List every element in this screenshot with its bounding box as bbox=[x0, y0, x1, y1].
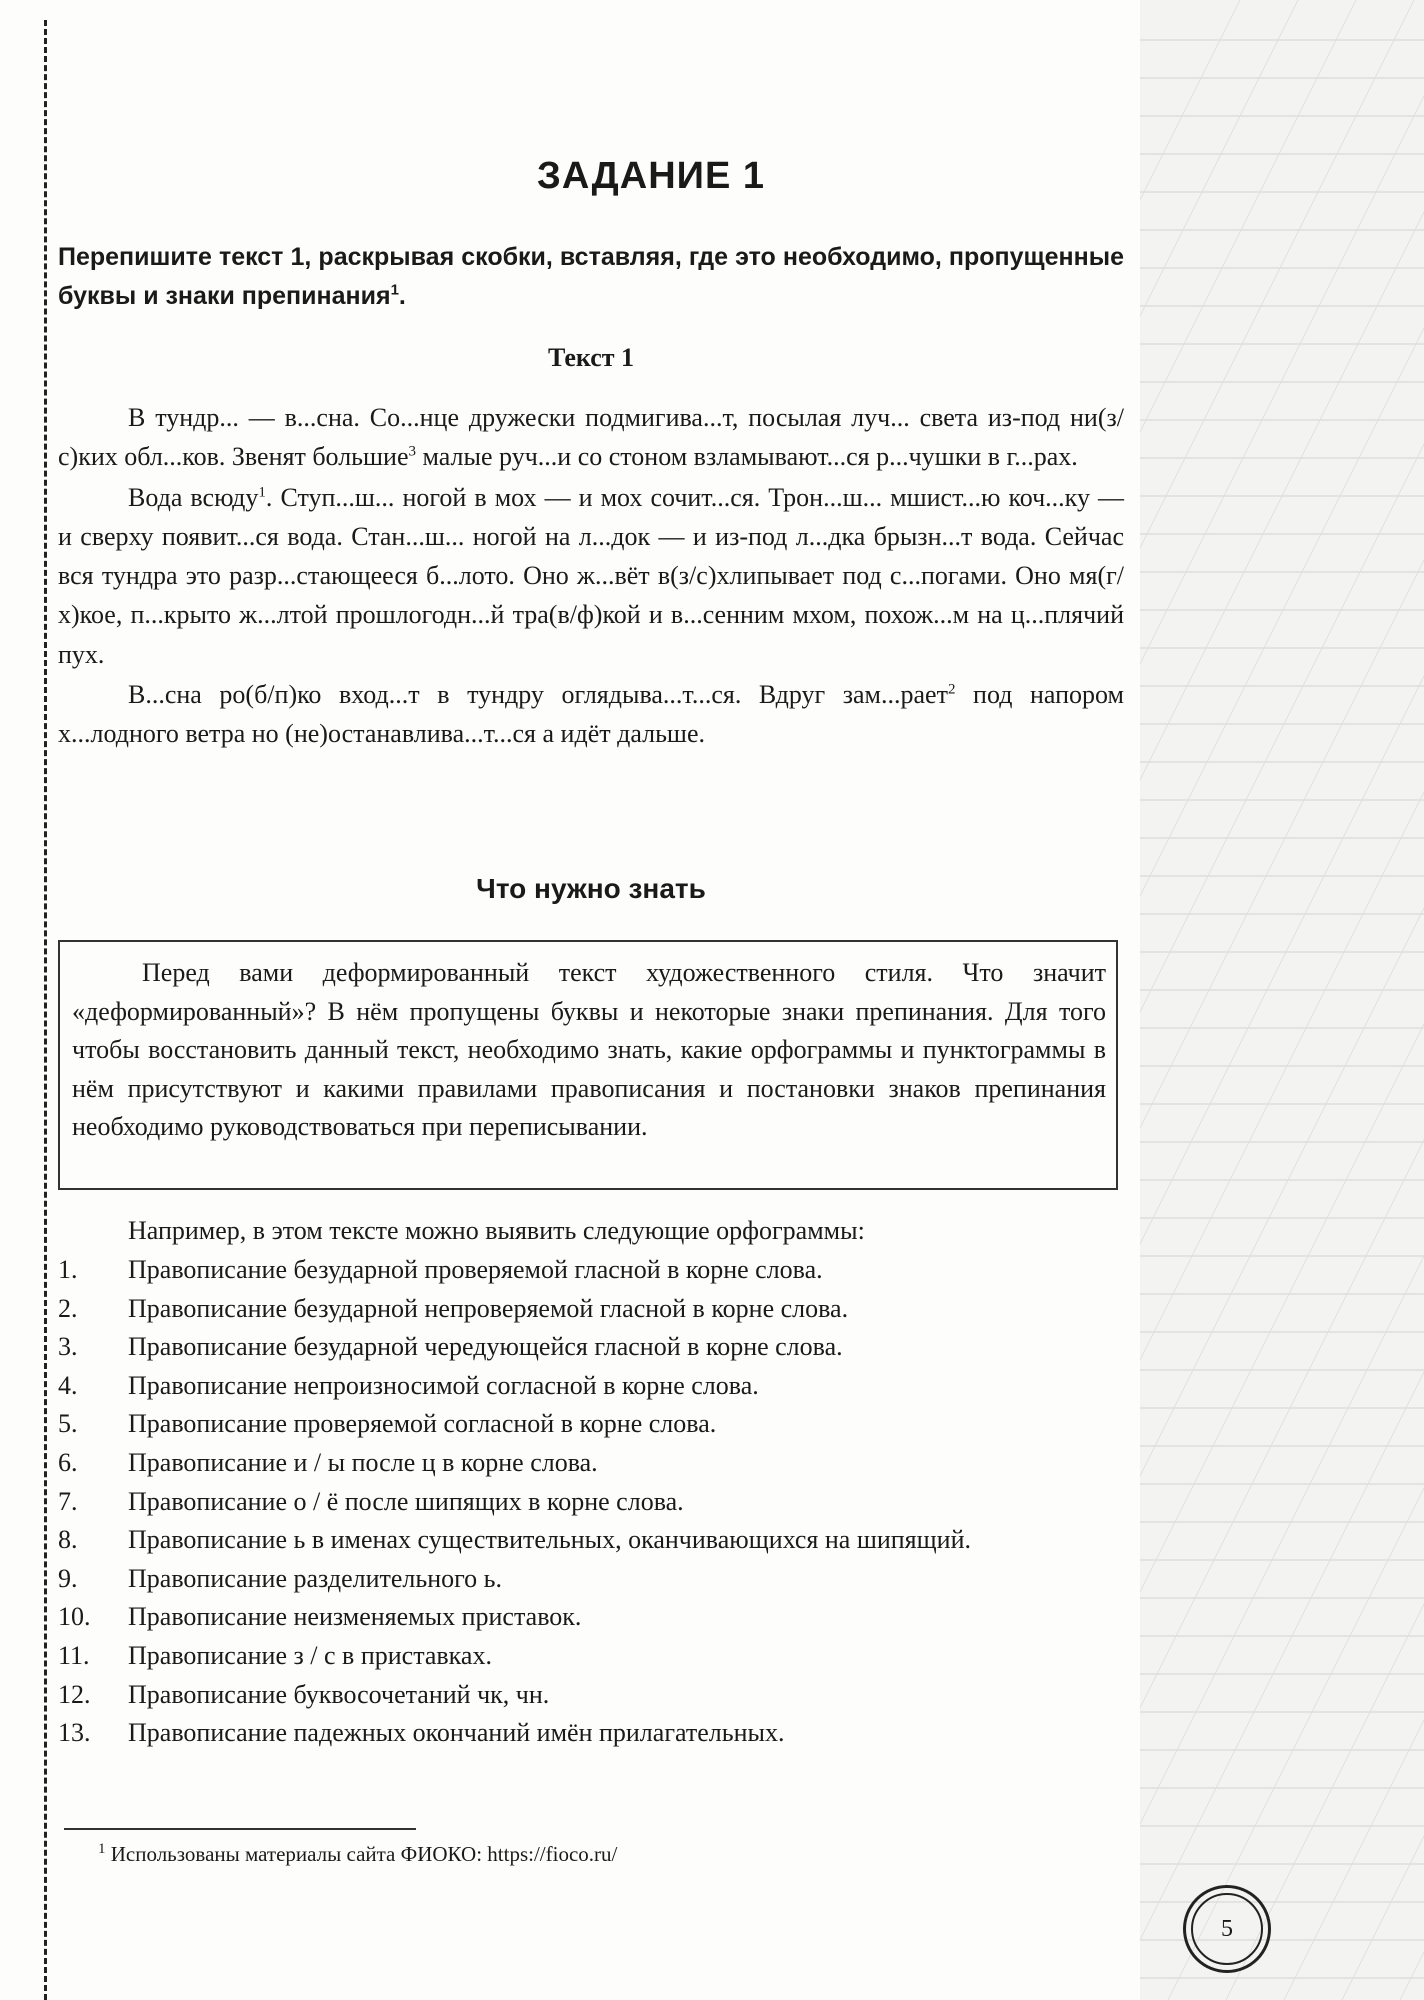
footnote-mark: 1 bbox=[98, 1841, 106, 1857]
task-title: ЗАДАНИЕ 1 bbox=[537, 155, 765, 197]
notes-margin bbox=[1140, 0, 1424, 2000]
slant-line bbox=[1140, 0, 1240, 2000]
orthogram-list bbox=[58, 1251, 1124, 1753]
list-item bbox=[58, 1521, 1124, 1560]
list-item-number: 3. bbox=[58, 1332, 78, 1362]
info-box: Перед вами деформированный текст художественного стиля. Что значит «деформированный»? В нём пропущены буквы и некоторые знаки препинания. Для того чтобы восстановить данный текст, необходимо знать, какие орфограммы и пунктограммы в нём присутствуют и какими правилами правописания и постановки знаков препинания необходимо руководствоваться при переписывании. bbox=[58, 940, 1118, 1190]
slant-line bbox=[1140, 0, 1424, 2000]
slant-line bbox=[1140, 0, 1424, 2000]
list-item-text: Правописание безударной проверяемой гласной в корне слова. bbox=[128, 1255, 823, 1284]
slant-line bbox=[1140, 0, 1424, 2000]
slant-line bbox=[1140, 0, 1424, 2000]
list-item-text: Правописание ь в именах существительных, оканчивающихся на шипящий. bbox=[128, 1525, 971, 1555]
slant-line bbox=[1140, 0, 1356, 2000]
list-item-number: 4. bbox=[58, 1370, 78, 1400]
list-item-number: 12. bbox=[58, 1679, 91, 1709]
footnote-mark: 3 bbox=[408, 443, 417, 460]
list-item-number: 10. bbox=[58, 1602, 91, 1632]
slant-line bbox=[1284, 0, 1424, 2000]
list-item bbox=[58, 1405, 1124, 1444]
text-title: Текст 1 bbox=[547, 343, 635, 372]
list-item-text: Правописание проверяемой согласной в корне слова. bbox=[128, 1409, 717, 1439]
paragraph-text: Вода всюду bbox=[128, 482, 259, 512]
slant-line bbox=[1140, 0, 1414, 2000]
list-intro: Например, в этом тексте можно выявить следующие орфограммы: bbox=[128, 1216, 865, 1245]
footnote-mark: 1 bbox=[258, 483, 266, 500]
list-item bbox=[58, 1560, 1124, 1599]
notes-grid bbox=[1140, 0, 1424, 2000]
list-item bbox=[58, 1444, 1124, 1483]
cut-line bbox=[44, 20, 47, 2000]
list-item bbox=[58, 1714, 1124, 1753]
instruction-footnote-mark: 1 bbox=[390, 281, 399, 299]
instruction-end: . bbox=[398, 282, 406, 310]
list-item-text: Правописание з / с в приставках. bbox=[128, 1640, 492, 1670]
footnote-divider bbox=[64, 1828, 416, 1830]
slant-line bbox=[1342, 0, 1424, 2000]
slant-line bbox=[1140, 0, 1424, 2000]
list-item-number: 2. bbox=[58, 1293, 78, 1323]
list-item-text: Правописание и / ы после ц в корне слова. bbox=[128, 1447, 598, 1477]
list-item-number: 13. bbox=[58, 1718, 91, 1748]
paragraph-text: В...сна ро(б/п)ко вход...т в тундру оглядыва...т...ся. Вдруг зам...рает bbox=[128, 680, 948, 710]
slant-line bbox=[1140, 0, 1424, 2000]
list-item-text: Правописание падежных окончаний имён прилагательных. bbox=[128, 1718, 785, 1748]
list-item bbox=[58, 1676, 1124, 1715]
know-title: Что нужно знать bbox=[476, 873, 706, 904]
list-item-number: 8. bbox=[58, 1525, 78, 1555]
paragraph-text: под напором х...лодного ветра но (не)останавлива...т...ся а идёт дальше. bbox=[58, 680, 1124, 749]
list-item bbox=[58, 1251, 1124, 1290]
list-item bbox=[58, 1483, 1124, 1522]
slant-line bbox=[1140, 0, 1424, 2000]
footnote-text: Использованы материалы сайта ФИОКО: https://fioco.ru/ bbox=[110, 1842, 618, 1866]
instruction-text: Перепишите текст 1, раскрывая скобки, вставляя, где это необходимо, пропущенные буквы и знаки препинания bbox=[58, 243, 1124, 310]
paragraph-text: В тундр... — в...сна. Со...нце дружески подмигива...т, посылая луч... света из-под ни(з/с)ких обл...ков. Звенят большие bbox=[58, 403, 1124, 472]
task-instruction bbox=[58, 238, 1124, 316]
slant-line bbox=[1140, 0, 1424, 2000]
text-paragraph bbox=[58, 398, 1124, 477]
list-item-text: Правописание безударной чередующейся гласной в корне слова. bbox=[128, 1332, 843, 1362]
list-item-text: Правописание разделительного ь. bbox=[128, 1563, 503, 1593]
list-item-number: 11. bbox=[58, 1640, 90, 1670]
slant-line bbox=[1140, 0, 1298, 2000]
page-number: 5 bbox=[1191, 1893, 1263, 1965]
slant-line bbox=[1140, 0, 1424, 2000]
list-item-number: 9. bbox=[58, 1563, 78, 1593]
list-item bbox=[58, 1367, 1124, 1406]
list-item-number: 7. bbox=[58, 1486, 78, 1516]
list-item-text: Правописание непроизносимой согласной в корне слова. bbox=[128, 1370, 759, 1400]
slant-line bbox=[1140, 0, 1424, 2000]
list-item bbox=[58, 1290, 1124, 1329]
slant-line bbox=[1400, 0, 1424, 2000]
slant-line bbox=[1140, 0, 1424, 2000]
list-item-text: Правописание буквосочетаний чк, чн. bbox=[128, 1679, 550, 1709]
list-item-text: Правописание неизменяемых приставок. bbox=[128, 1602, 582, 1632]
text-body bbox=[58, 398, 1124, 755]
footnote bbox=[98, 1842, 617, 1867]
page-number-badge bbox=[1183, 1885, 1271, 1973]
paragraph-text: . Ступ...ш... ногой в мох — и мох сочит...ся. Трон...ш... мшист...ю коч...ку — и сверху появит...ся вода. Стан...ш... ногой на л...док — и из-под л...дка брызн...т вода. Сейчас вся тундра это разр...стающееся б...лото. Оно ж...вёт в(з/с)хлипывает под с...погами. Оно мя(г/х)кое, п...крыто ж...лтой прошлогодн...й тра(в/ф)кой и в...сенним мхом, похож...м на ц...плячий пух. bbox=[58, 482, 1124, 669]
text-paragraph bbox=[58, 478, 1124, 674]
list-item-number: 1. bbox=[58, 1255, 78, 1284]
footnote-mark: 2 bbox=[947, 681, 956, 698]
list-item-number: 6. bbox=[58, 1447, 78, 1477]
list-item-number: 5. bbox=[58, 1409, 78, 1439]
list-item bbox=[58, 1637, 1124, 1676]
list-item-text: Правописание безударной непроверяемой гласной в корне слова. bbox=[128, 1293, 849, 1323]
slant-line bbox=[1140, 0, 1424, 2000]
list-item bbox=[58, 1598, 1124, 1637]
list-item-text: Правописание о / ё после шипящих в корне слова. bbox=[128, 1486, 684, 1516]
paragraph-text: малые руч...и со стоном взламывают...ся р...чушки в г...рах. bbox=[416, 442, 1078, 472]
slant-line bbox=[1226, 0, 1424, 2000]
text-paragraph bbox=[58, 675, 1124, 754]
list-item bbox=[58, 1328, 1124, 1367]
